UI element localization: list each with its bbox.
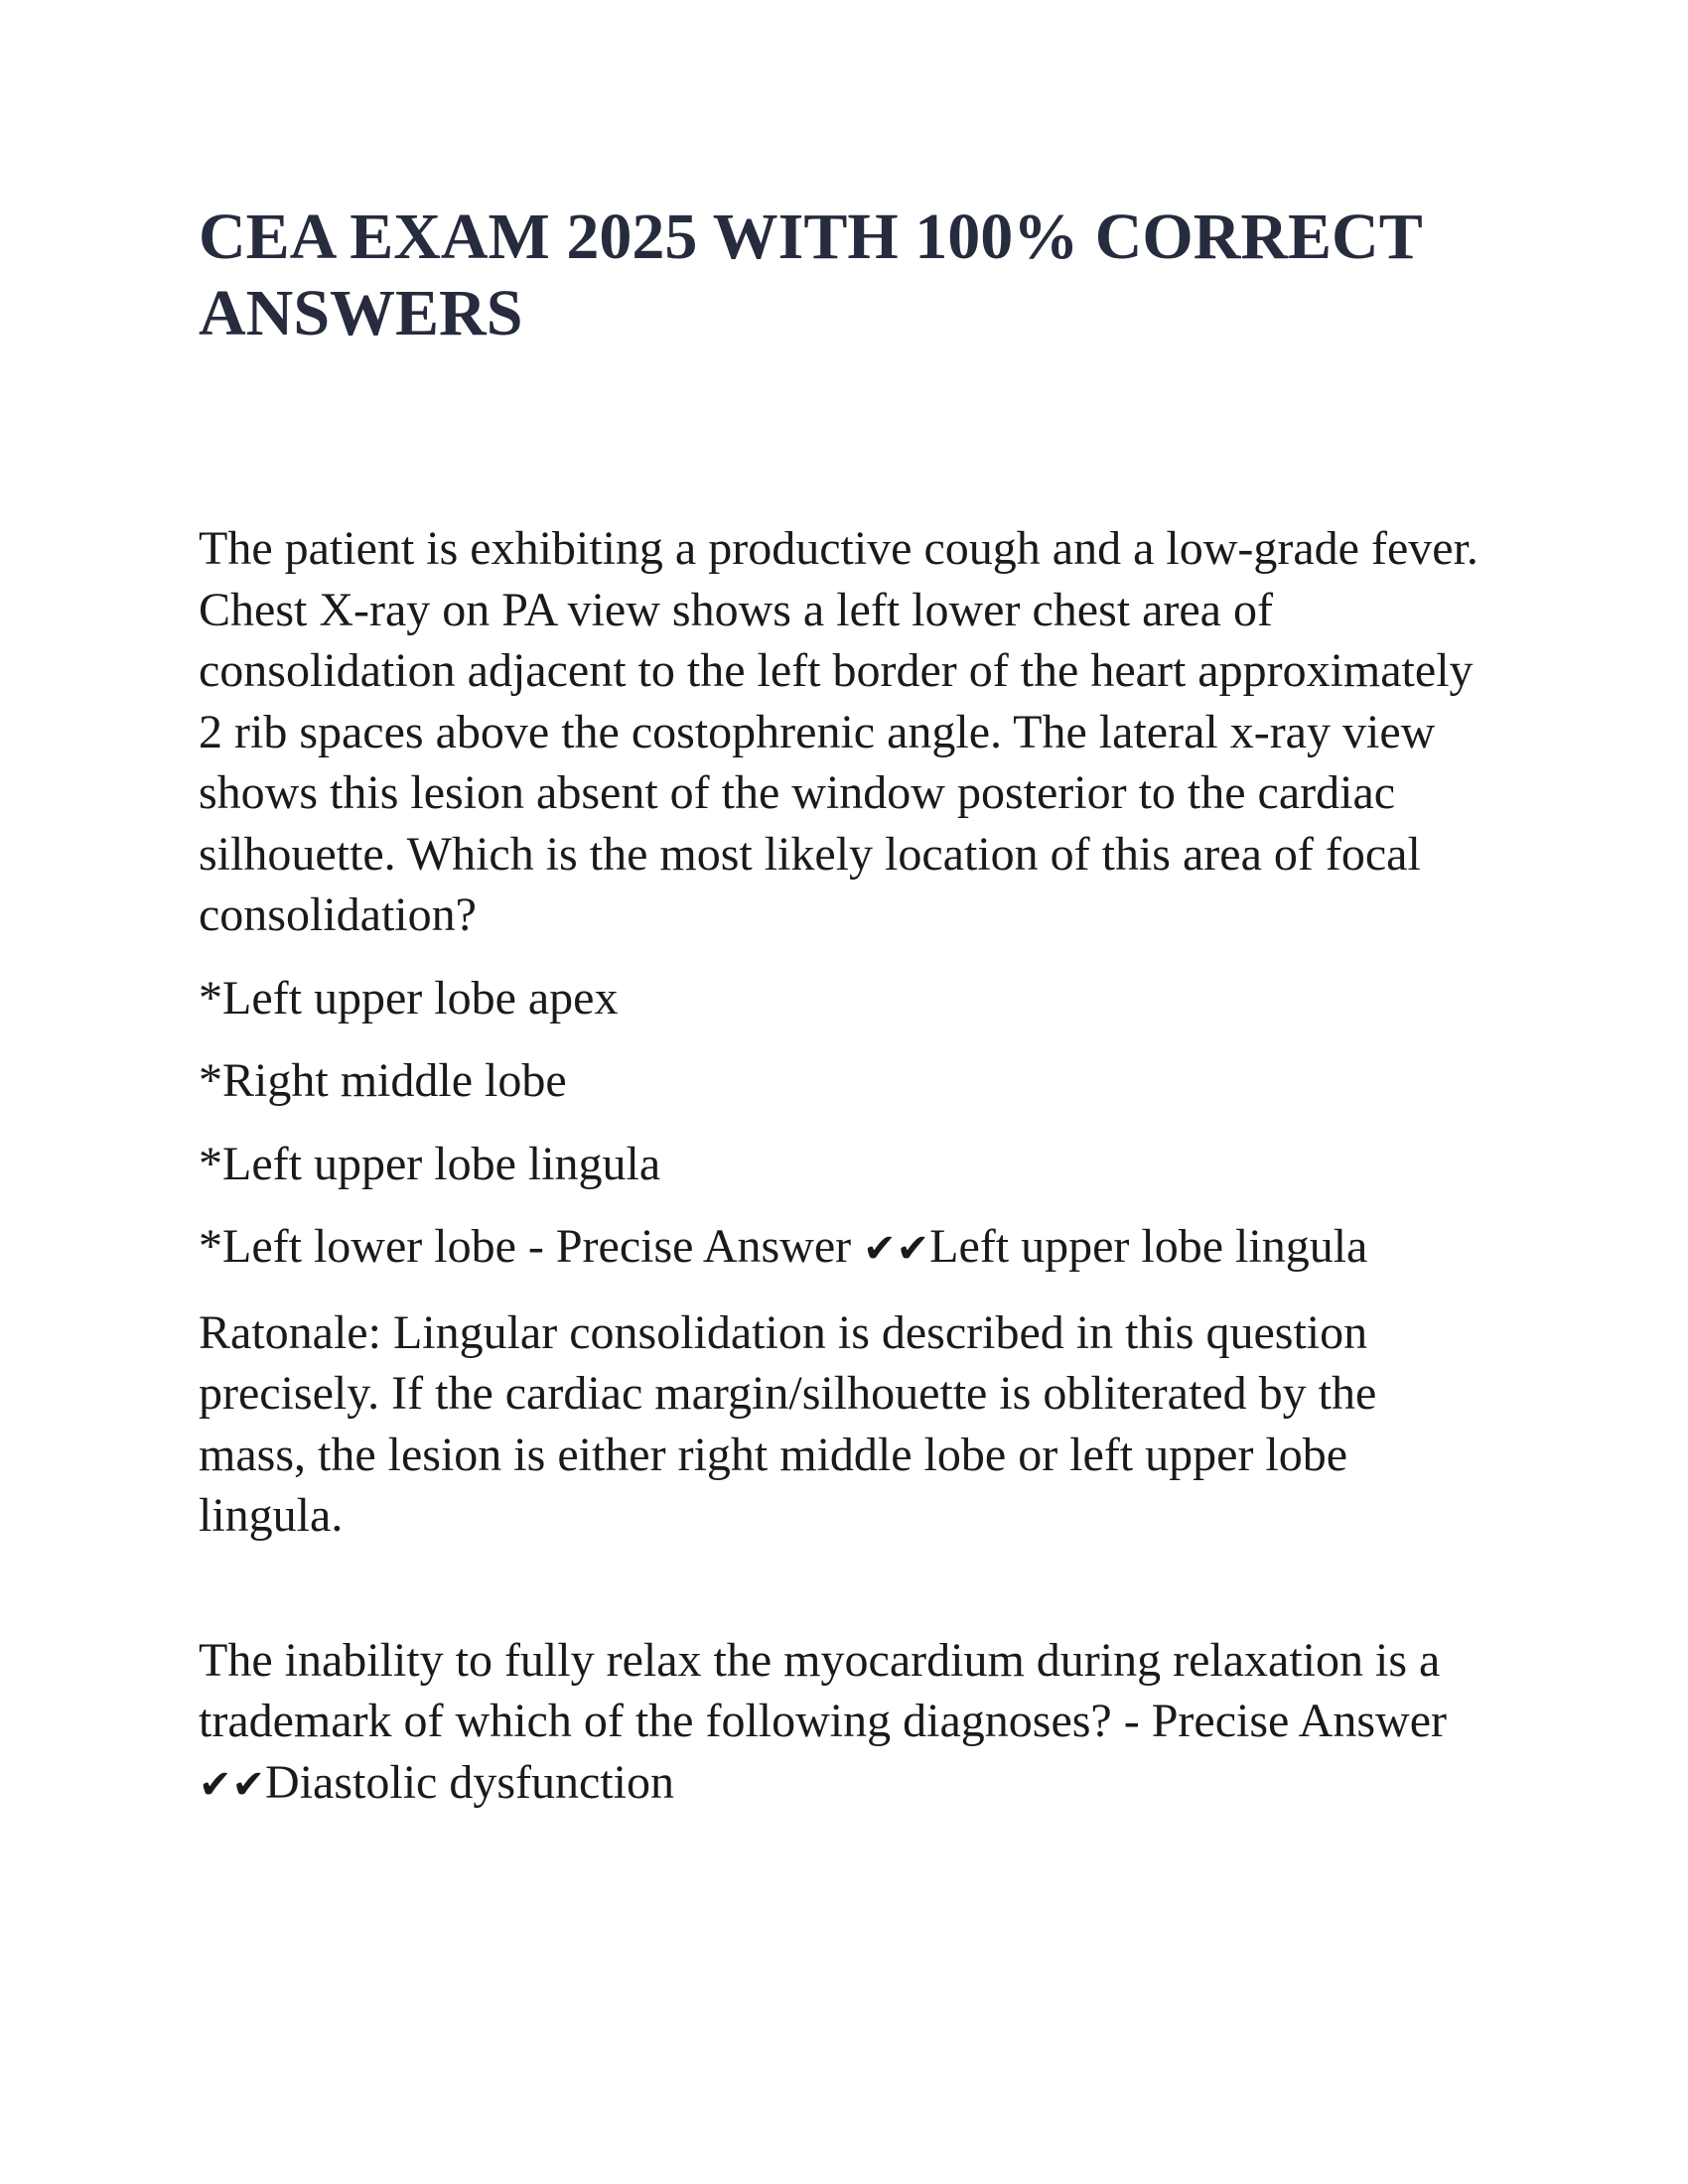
- answer-prefix: - Precise Answer: [1111, 1695, 1447, 1747]
- question-1-option-4-with-answer: [199, 1216, 1489, 1281]
- question-1-option-1: *Left upper lobe apex: [199, 971, 619, 1024]
- answer-prefix: - Precise Answer: [515, 1220, 864, 1273]
- question-2: [199, 1630, 1489, 1817]
- document-title: CEA EXAM 2025 WITH 100% CORRECT ANSWERS: [199, 201, 1422, 349]
- question-2-stem: The inability to fully relax the myocardium during relaxation is a trademark of which of the following diagnoses?: [199, 1633, 1441, 1747]
- document-body: [199, 518, 1489, 1838]
- question-1-option-2: *Right middle lobe: [199, 1054, 567, 1107]
- question-1-stem: The patient is exhibiting a productive cough and a low-grade fever. Chest X-ray on PA view shows a left lower chest area of consolidation adjacent to the left border of the heart approximately 2 rib spaces above the costophrenic angle. The lateral x-ray view shows this lesion absent of the window posterior to the cardiac silhouette. Which is the most likely location of this area of focal consolidation?: [199, 522, 1478, 941]
- question-2-answer: Diastolic dysfunction: [265, 1755, 674, 1809]
- paragraph-spacer: [199, 1569, 1489, 1630]
- question-1-option-4-text: *Left lower lobe: [199, 1220, 516, 1273]
- double-check-icon: ✔✔: [199, 1761, 266, 1808]
- question-1-rationale: Ratonale: Lingular consolidation is described in this question precisely. If the cardiac margin/silhouette is obliterated by the mass, the lesion is either right middle lobe or left upper lobe lingula.: [199, 1305, 1377, 1542]
- question-1-option-3: *Left upper lobe lingula: [199, 1137, 661, 1190]
- question-1-answer: Left upper lobe lingula: [929, 1220, 1368, 1273]
- double-check-icon: ✔✔: [863, 1226, 930, 1272]
